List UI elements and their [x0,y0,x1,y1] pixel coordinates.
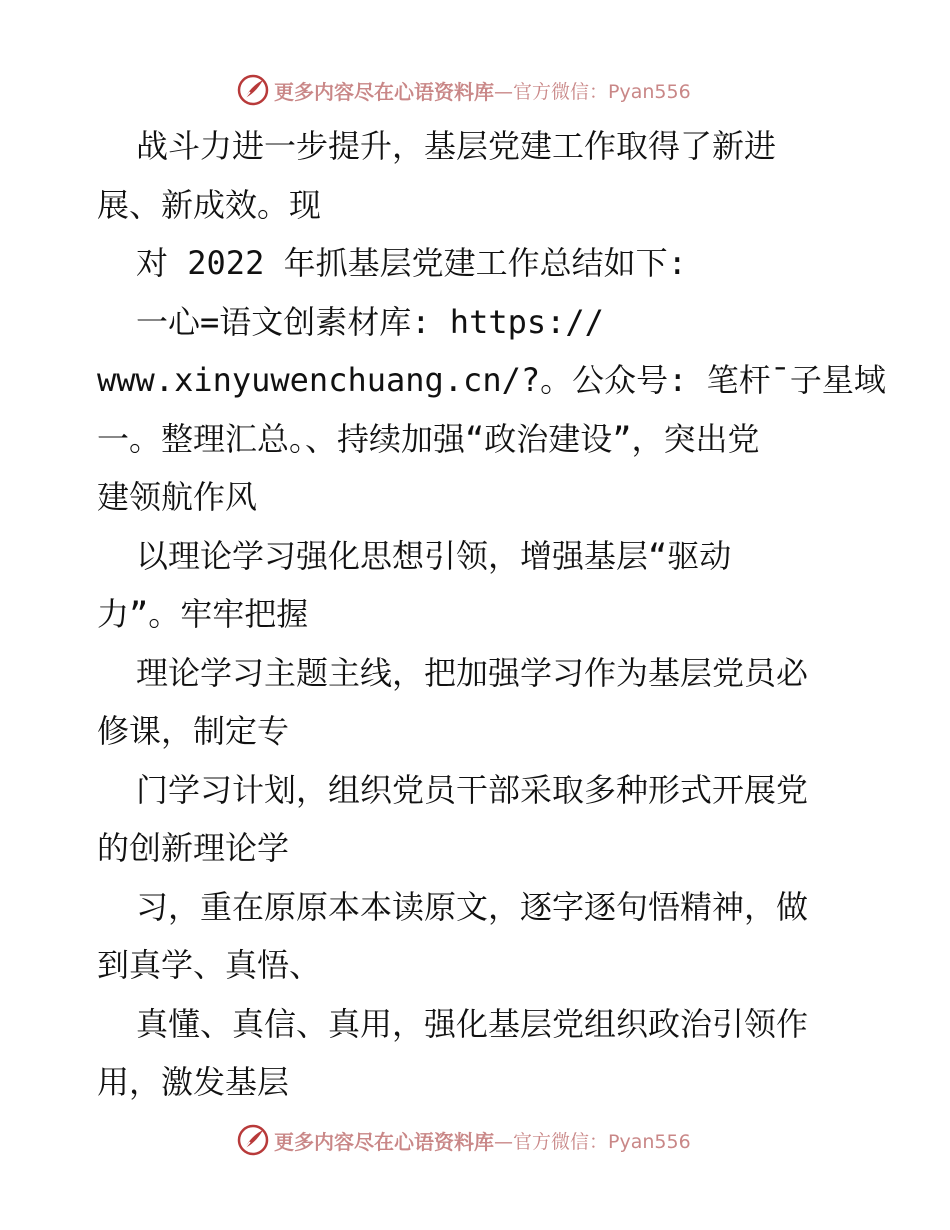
text-line: 习，重在原原本本读原文，逐字逐句悟精神，做 [136,888,809,926]
quill-logo-icon [236,1123,270,1157]
header-banner-subtitle: —官方微信：Pyan556 [494,80,691,103]
text-line: 真懂、真信、真用，强化基层党组织政治引领作 [136,1005,809,1043]
footer-banner-subtitle: —官方微信：Pyan556 [494,1130,691,1153]
text-line: www.xinyuwenchuang.cn/?。公众号: 笔杆¯子星域 [97,361,886,399]
text-line: 展、新成效。现 [97,186,322,224]
header-banner-title: 更多内容尽在心语资料库 [274,79,494,104]
text-line: 力”。牢牢把握 [97,595,309,633]
text-line: 修课，制定专 [97,712,290,750]
text-line: 理论学习主题主线，把加强学习作为基层党员必 [136,654,809,692]
text-line: 一。整理汇总。、持续加强“政治建设”，突出党 [97,420,760,458]
text-line: 对 2022 年抓基层党建工作总结如下: [136,244,687,282]
text-line: 建领航作风 [97,478,258,516]
text-line: 一心=语文创素材库: https:// [136,303,604,341]
footer-watermark-banner [236,1122,691,1158]
text-line: 的创新理论学 [97,829,290,867]
text-line: 到真学、真悟、 [97,946,322,984]
text-line: 以理论学习强化思想引领，增强基层“驱动 [136,537,732,575]
text-line: 用，激发基层 [97,1063,290,1101]
footer-banner-title: 更多内容尽在心语资料库 [274,1129,494,1154]
text-line: 门学习计划，组织党员干部采取多种形式开展党 [136,771,809,809]
text-line: 战斗力进一步提升，基层党建工作取得了新进 [136,127,777,165]
